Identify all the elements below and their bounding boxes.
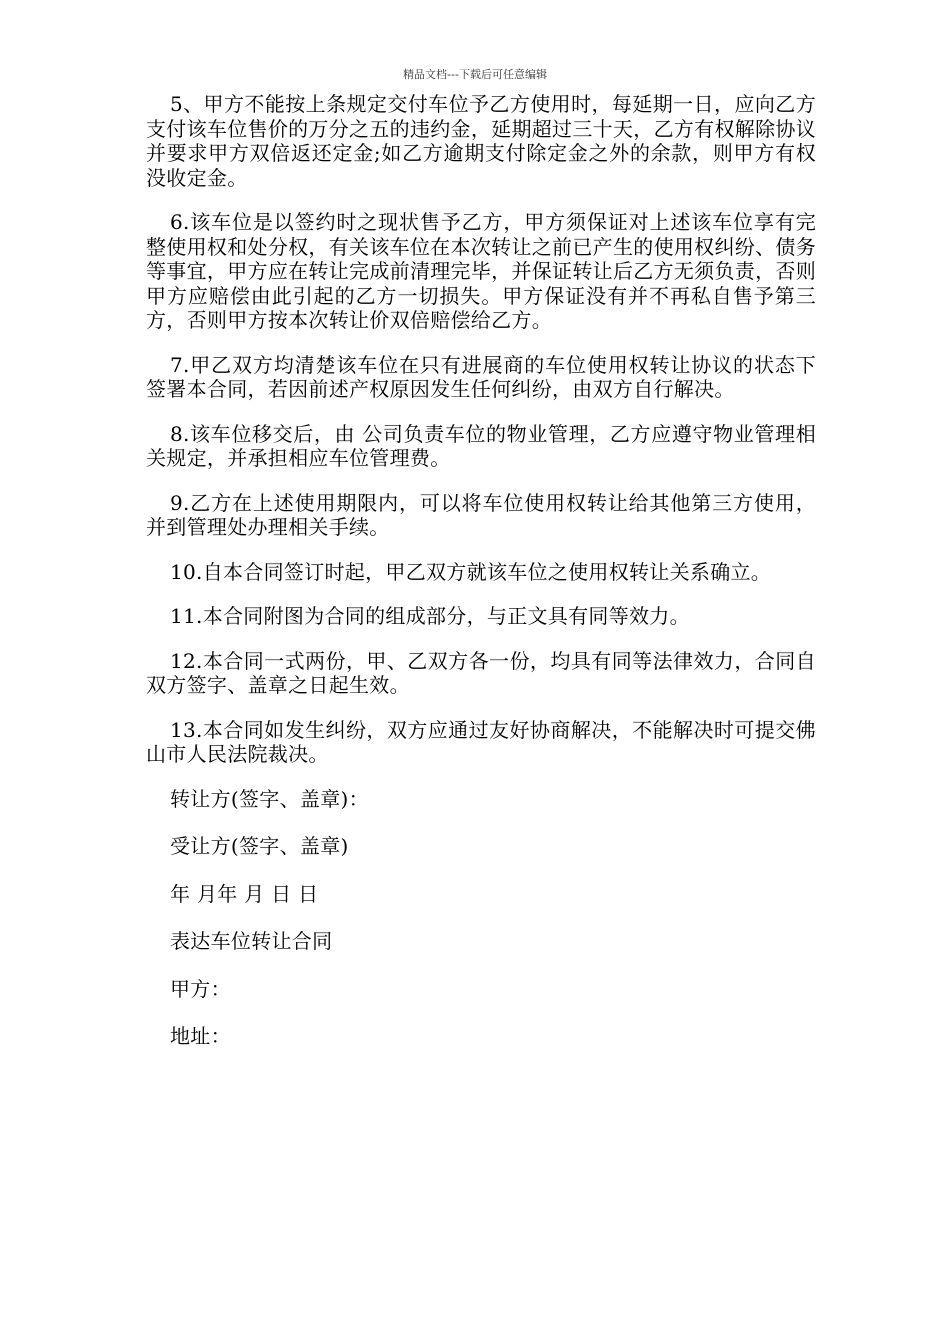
clause-7: 7.甲乙双方均清楚该车位在只有进展商的车位使用权转让协议的状态下签署本合同，若因前述产权原因发生任何纠纷，由双方自行解决。	[146, 352, 816, 401]
transferee-signature-line: 受让方(签字、盖章)	[170, 834, 349, 858]
clause-9: 9.乙方在上述使用期限内，可以将车位使用权转让给其他第三方使用，并到管理处办理相关手续。	[146, 490, 816, 539]
page-header: 精品文档---下载后可任意编辑	[403, 68, 547, 81]
clause-10: 10.自本合同签订时起，甲乙双方就该车位之使用权转让关系确立。	[170, 559, 772, 584]
clause-13: 13.本合同如发生纠纷，双方应通过友好协商解决，不能解决时可提交佛山市人民法院裁决。	[146, 717, 816, 766]
address-line: 地址：	[170, 1024, 231, 1048]
date-line: 年 月年 月 日 日	[170, 881, 319, 906]
section-title: 表达车位转让合同	[170, 929, 333, 953]
transferor-signature-line: 转让方(签字、盖章)：	[170, 786, 369, 811]
clause-11: 11.本合同附图为合同的组成部分，与正文具有同等效力。	[170, 604, 690, 628]
clause-12: 12.本合同一式两份，甲、乙双方各一份，均具有同等法律效力，合同自双方签字、盖章之日起生效。	[146, 648, 816, 697]
party-a-line: 甲方：	[170, 976, 231, 1001]
clause-8: 8.该车位移交后，由 公司负责车位的物业管理，乙方应遵守物业管理相关规定，并承担相应车位管理费。	[146, 421, 816, 470]
clause-6: 6.该车位是以签约时之现状售予乙方，甲方须保证对上述该车位享有完整使用权和处分权，有关该车位在本次转让之前已产生的使用权纠纷、债务等事宜，甲方应在转让完成前清理完毕，并保证转让后乙方无须负责，否则甲方应赔偿由此引起的乙方一切损失。甲方保证没有并不再私自售予第三方，否则甲方按本次转让价双倍赔偿给乙方。	[146, 210, 816, 332]
clause-5: 5、甲方不能按上条规定交付车位予乙方使用时，每延期一日，应向乙方支付该车位售价的万分之五的违约金，延期超过三十天，乙方有权解除协议并要求甲方双倍返还定金;如乙方逾期支付除定金之外的余款，则甲方有权没收定金。	[146, 92, 816, 190]
document-body	[146, 92, 816, 1072]
